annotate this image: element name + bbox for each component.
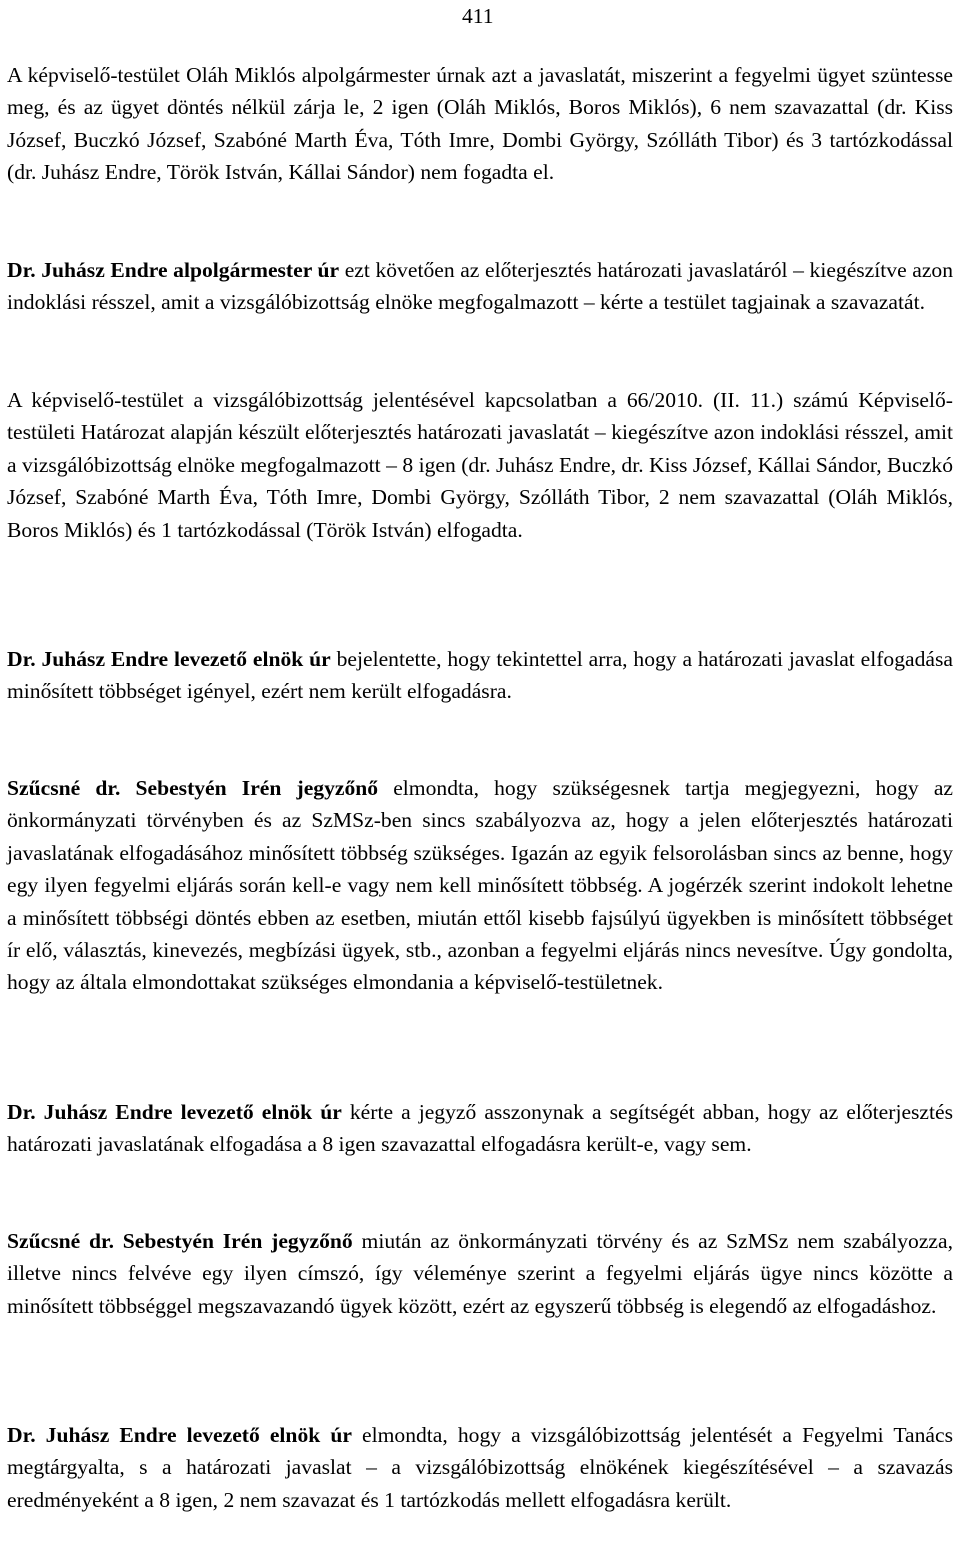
speaker: Dr. Juhász Endre levezető elnök úr — [7, 1100, 342, 1124]
speaker: Dr. Juhász Endre levezető elnök úr — [7, 1423, 352, 1447]
paragraph-4 — [7, 643, 953, 708]
paragraph-text: bejelentette, hogy tekintettel arra, hogy a határozati javaslat elfogadása minősített többséget igényel, ezért nem került elfogadásra. — [7, 647, 953, 704]
speaker: Szűcsné dr. Sebestyén Irén jegyzőnő — [7, 1229, 353, 1253]
paragraph-2 — [7, 254, 953, 319]
speaker: Dr. Juhász Endre levezető elnök úr — [7, 647, 331, 671]
paragraph-5 — [7, 772, 953, 999]
paragraph-3 — [7, 384, 953, 546]
paragraph-text: A képviselő-testület Oláh Miklós alpolgármester úrnak azt a javaslatát, miszerint a fegyelmi ügyet szüntesse meg, és az ügyet döntés nélkül zárja le, 2 igen (Oláh Miklós, Boros Miklós), 6 nem szavazattal (dr. Kiss József, Buczkó József, Szabóné Marth Éva, Tóth Imre, Dombi György, Szólláth Tibor) és 3 tartózkodással (dr. Juhász Endre, Török István, Kállai Sándor) nem fogadta el. — [7, 63, 953, 185]
paragraph-text: kérte a jegyző asszonynak a segítségét abban, hogy az előterjesztés határozati javaslatának elfogadása a 8 igen szavazattal elfogadásra került-e, vagy sem. — [7, 1100, 953, 1157]
paragraph-text: A képviselő-testület a vizsgálóbizottság jelentésével kapcsolatban a 66/2010. (II. 11.) számú Képviselő-testületi Határozat alapján készült előterjesztés határozati javaslatát – kiegészítve azon indoklási résszel, amit a vizsgálóbizottság elnöke megfogalmazott – 8 igen (dr. Juhász Endre, dr. Kiss József, Kállai Sándor, Buczkó József, Szabóné Marth Éva, Tóth Imre, Dombi György, Szólláth Tibor, 2 nem szavazattal (Oláh Miklós, Boros Miklós) és 1 tartózkodással (Török István) elfogadta. — [7, 388, 953, 542]
paragraph-6 — [7, 1096, 953, 1161]
page-number: 411 — [462, 4, 494, 28]
paragraph-text: ezt követően az előterjesztés határozati javaslatáról – kiegészítve azon indoklási résszel, amit a vizsgálóbizottság elnöke megfogalmazott – kérte a testület tagjainak a szavazatát. — [7, 258, 954, 315]
paragraph-8 — [7, 1419, 953, 1516]
speaker: Szűcsné dr. Sebestyén Irén jegyzőnő — [7, 776, 379, 800]
speaker: Dr. Juhász Endre alpolgármester úr — [7, 258, 340, 282]
paragraph-1 — [7, 59, 953, 189]
paragraph-text: elmondta, hogy a vizsgálóbizottság jelentését a Fegyelmi Tanács megtárgyalta, s a határozati javaslat – a vizsgálóbizottság elnökének kiegészítésével – a szavazás eredményeként a 8 igen, 2 nem szavazat és 1 tartózkodás mellett elfogadásra került. — [7, 1423, 953, 1512]
paragraph-text: miután az önkormányzati törvény és az SzMSz nem szabályozza, illetve nincs felvéve egy ilyen címszó, így véleménye szerint a fegyelmi eljárás ügye nincs közötte a minősített többséggel megszavazandó ügyek között, ezért az egyszerű többség is elegendő az elfogadáshoz. — [7, 1229, 953, 1318]
paragraph-7 — [7, 1225, 953, 1322]
paragraph-text: elmondta, hogy szükségesnek tartja megjegyezni, hogy az önkormányzati törvényben és az SzMSz-ben sincs szabályozva az, hogy a jelen előterjesztés határozati javaslatának elfogadásához minősített többség szükséges. Igazán az egyik felsorolásban sincs az benne, hogy egy ilyen fegyelmi eljárás során kell-e vagy nem kell minősített többség. A jogérzék szerint indokolt lehetne a minősített többségi döntés ebben az esetben, miután ettől kisebb fajsúlyú ügyekben is minősített többséget ír elő, választás, kinevezés, megbízási ügyek, stb., azonban a fegyelmi eljárás nincs nevesítve. Úgy gondolta, hogy az általa elmondottakat szükséges elmondania a képviselő-testületnek. — [7, 776, 953, 995]
